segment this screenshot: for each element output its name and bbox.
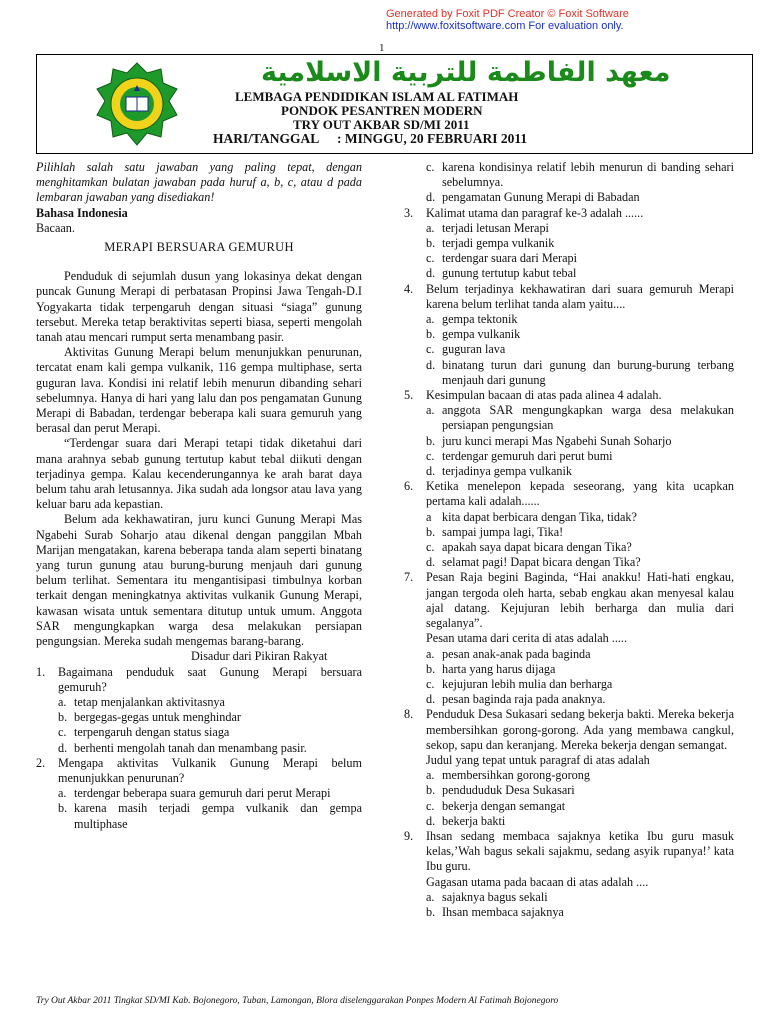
foxit-watermark [386,8,629,32]
question-4 [404,282,734,388]
source-citation: Disadur dari Pikiran Rakyat [191,649,328,664]
option-item: a. anggota SAR mengungkapkan warga desa melakukan persiapan pengungsian [426,403,734,433]
question-number: 5. [404,388,414,403]
option-item: d. binatang turun dari gunung dan burung-burung terbang menjauh dari gunung [426,357,734,387]
question-5 [404,388,734,479]
option-item: d. gunung tertutup kabut tebal [426,266,577,281]
option-item: d. selamat pagi! Dapat bicara dengan Tika? [426,555,641,570]
question-text: Kalimat utama dan paragraf ke-3 adalah ...... [426,205,644,220]
reading-title: MERAPI BERSUARA GEMURUH [104,240,294,255]
option-item: a. gempa tektonik [426,312,518,327]
question-text: Mengapa aktivitas Vulkanik Gunung Merapi belum menunjukkan penurunan? [58,755,362,785]
option-item: d. bekerja bakti [426,813,506,828]
question-6 [404,479,734,570]
question-prompt: Gagasan utama pada bacaan di atas adalah .... [426,874,649,889]
question-text: Penduduk Desa Sukasari sedang bekerja bakti. Mereka bekerja membersihkan gorong-gorong. Ada yang membawa cangkul, sekop, sapu dan keranjang. Mereka bekerja dengan semangat. [426,707,734,752]
header-line-1: LEMBAGA PENDIDIKAN ISLAM AL FATIMAH [235,89,519,104]
question-number: 2. [36,755,46,770]
exam-header [36,54,753,154]
option-item: b. bergegas-gegas untuk menghindar [58,710,241,725]
question-2-continued [404,160,734,206]
option-item: c. karena kondisinya relatif lebih menurun di banding sehari sebelumnya. [426,160,734,190]
question-number: 1. [36,664,46,679]
option-item: a. sajaknya bagus sekali [426,889,548,904]
option-item: c. bekerja dengan semangat [426,798,566,813]
right-column [404,160,734,920]
question-3 [404,206,734,282]
question-text: Kesimpulan bacaan di atas pada alinea 4 adalah. [426,388,662,403]
option-item: d. pengamatan Gunung Merapi di Babadan [426,190,640,205]
question-2 [36,756,362,832]
instructions: Pilihlah salah satu jawaban yang paling tepat, dengan menghitamkan bulatan jawaban pada huruf a, b, c, atau d pada lembaran jawaban yang disediakan! [36,160,362,205]
question-7 [404,570,734,707]
option-item: c. terdengar gemuruh dari perut bumi [426,448,613,463]
option-item: b. juru kunci merapi Mas Ngabehi Sunah Soharjo [426,433,672,448]
paragraph-4: Belum ada kekhawatiran, juru kunci Gunung Merapi Mas Ngabehi Surab Soharjo atau dikenal dengan panggilan Mbah Marijan mengatakan, karena beberapa tanda alam seperti binatang yang turun gunung atau burung-burung menjauh dari gunung belum terlihat. Sementara itu mengantisipasi timbulnya korban terkait dengan meningkatnya aktivitas vulkanik Gunung Merapi, kawasan wisata untuk sementara ditutup untuk umum. Anggota SAR mengungkapkan warga desa melakukan persiapan pengungsian. Mereka sudah mengemas barang-barang. [36,512,362,649]
left-column [36,160,362,832]
watermark-line1: Generated by Foxit PDF Creator © Foxit Software [386,8,629,20]
option-item: a. membersihkan gorong-gorong [426,768,590,783]
header-line-3: TRY OUT AKBAR SD/MI 2011 [293,117,470,132]
watermark-line2: http://www.foxitsoftware.com For evaluation only. [386,20,624,32]
header-date-value: : MINGGU, 20 FEBRUARI 2011 [337,131,528,146]
question-number: 4. [404,281,414,296]
option-item: c. terdengar suara dari Merapi [426,251,578,266]
question-9 [404,829,734,920]
paragraph-1: Penduduk di sejumlah dusun yang lokasinya dekat dengan puncak Gunung Merapi di perbatasan Propinsi Jawa Tengah-D.I Yogyakarta tidak terpengaruh dengan situasi “siaga” gunung tersebut. Mereka tetap beraktivitas seperti biasa, seperti mengolah tanah atau mencari rumput serta menambang pasir. [36,269,362,345]
option-item: c. kejujuran lebih mulia dan berharga [426,676,613,691]
option-item: c. apakah saya dapat bicara dengan Tika? [426,540,632,555]
subject-heading: Bahasa Indonesia [36,205,128,220]
question-prompt: Pesan utama dari cerita di atas adalah ..... [426,631,628,646]
option-item: a. terdengar beberapa suara gemuruh dari perut Merapi [58,786,331,801]
header-line-2: PONDOK PESANTREN MODERN [281,103,483,118]
header-date-label: HARI/TANGGAL [213,131,320,146]
question-text: Ihsan sedang membaca sajaknya ketika Ibu guru masuk kelas,’Wah bagus sekali sajakmu, sedang asyik rupanya!’ kata Ibu guru. [426,828,734,874]
option-item: b. harta yang harus dijaga [426,661,556,676]
question-8 [404,707,734,829]
question-text: Belum terjadinya kekhawatiran dari suara gemuruh Merapi karena belum terlihat tanda alam yaitu.... [426,281,734,311]
option-item: a. tetap menjalankan aktivitasnya [58,694,225,709]
question-number: 8. [404,707,414,722]
option-item: a kita dapat berbicara dengan Tika, tidak? [426,509,637,524]
question-text: Bagaimana penduduk saat Gunung Merapi bersuara gemuruh? [58,664,362,694]
option-item: b. karena masih terjadi gempa vulkanik dan gempa multiphase [58,801,362,831]
paragraph-3: “Terdengar suara dari Merapi tetapi tidak diketahui dari mana arahnya sebab gunung tertutup kabut tebal diikuti dengan terjadinya gempa. Kalau kecenderungannya ke arah barat daya belum tahu arah letusannya. Jika sudah ada longsor atau lava yang keluar baru ada kepastian. [36,436,362,512]
question-number: 9. [404,828,414,843]
question-prompt: Judul yang tepat untuk paragraf di atas adalah [426,752,650,767]
option-item: a. terjadi letusan Merapi [426,220,549,235]
page-footer: Try Out Akbar 2011 Tingkat SD/MI Kab. Bojonegoro, Tuban, Lamongan, Blora diselenggarakan Ponpes Modern Al Fatimah Bojonegoro [36,996,559,1006]
question-text: Pesan Raja begini Baginda, “Hai anakku! Hati-hati engkau, jangan tergoda oleh harta, sebab engkau akan menyesal kalau ajal datang. Kejujuran lebih berharga dan mulia dari segalanya”. [426,570,734,631]
option-item: d. berhenti mengolah tanah dan menambang pasir. [58,740,307,755]
option-item: b. terjadi gempa vulkanik [426,236,555,251]
question-text: Ketika menelepon kepada seseorang, yang kita ucapkan pertama kali adalah...... [426,479,734,509]
option-item: c. guguran lava [426,342,506,357]
question-number: 6. [404,479,414,494]
question-number: 3. [404,205,414,220]
school-logo-icon [93,61,181,147]
question-1 [36,665,362,756]
page-number: 1 [379,42,385,54]
option-item: c. terpengaruh dengan status siaga [58,725,230,740]
option-item: d. pesan baginda raja pada anaknya. [426,692,606,707]
arabic-title: معهد الفاطمة للتربية الاسلامية [261,57,671,88]
option-item: b. sampai jumpa lagi, Tika! [426,524,564,539]
option-item: b. Ihsan membaca sajaknya [426,904,564,919]
question-number: 7. [404,570,414,585]
option-item: b. pendududuk Desa Sukasari [426,783,575,798]
option-item: d. terjadinya gempa vulkanik [426,464,572,479]
paragraph-2: Aktivitas Gunung Merapi belum menunjukkan penurunan, tercatat enam kali gempa vulkanik, 116 gempa multiphase, serta guguran lava. Kondisi ini relatif lebih menurun dibanding sehari sebelumnya. Hanya di hari yang lalu dan pos pengamatan Gunung Merapi di Babadan, terdengar beberapa kali suara gemuruh yang berasal dan perut Merapi. [36,345,362,436]
option-item: a. pesan anak-anak pada baginda [426,646,591,661]
bacaan-label: Bacaan. [36,220,75,235]
option-item: b. gempa vulkanik [426,327,521,342]
